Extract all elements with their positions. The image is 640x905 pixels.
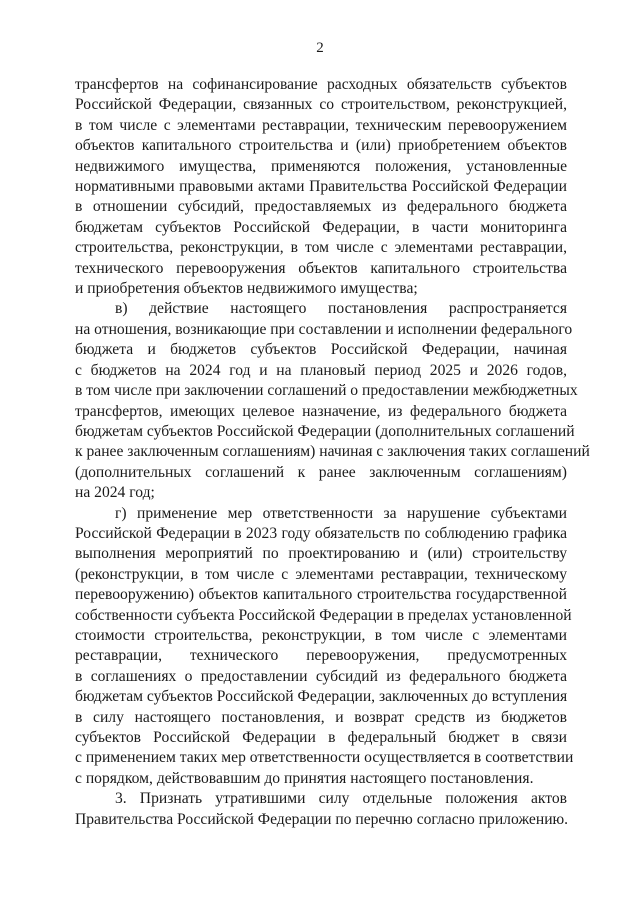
text-line: выполнения мероприятий по проектированию и (или) строительству bbox=[75, 545, 567, 563]
text-line: технического перевооружения объектов капитального строительства bbox=[75, 259, 567, 277]
text-line: трансфертов, имеющих целевое назначение, из федерального бюджета bbox=[75, 402, 567, 420]
text-line: г) применение мер ответственности за нарушение субъектами bbox=[115, 504, 567, 522]
text-line: и приобретения объектов недвижимого имущества; bbox=[75, 280, 418, 298]
text-line: в том числе с элементами реставрации, техническим перевооружением bbox=[75, 116, 567, 134]
text-line: собственности субъекта Российской Федерации в пределах установленной bbox=[75, 606, 572, 624]
text-line: Российской Федерации, связанных со строительством, реконструкцией, bbox=[75, 96, 567, 114]
text-line: на 2024 год; bbox=[75, 484, 155, 502]
paragraph bbox=[75, 789, 567, 830]
paragraph bbox=[75, 504, 574, 790]
text-line: к ранее заключенным соглашениям) начиная с заключения таких соглашений bbox=[75, 443, 590, 461]
text-line: объектов капитального строительства и (или) приобретением объектов bbox=[75, 137, 567, 155]
text-line: (реконструкции, в том числе с элементами реставрации, техническому bbox=[75, 565, 567, 583]
text-line: нормативными правовыми актами Правительства Российской Федерации bbox=[75, 178, 567, 196]
text-line: с бюджетов на 2024 год и на плановый период 2025 и 2026 годов, bbox=[75, 361, 567, 379]
text-line: бюджета и бюджетов субъектов Российской Федерации, начиная bbox=[75, 341, 567, 359]
document-body bbox=[75, 75, 590, 830]
text-line: Российской Федерации в 2023 году обязательств по соблюдению графика bbox=[75, 524, 567, 542]
text-line: в соглашениях о предоставлении субсидий из федерального бюджета bbox=[75, 667, 567, 685]
text-line: реставрации, технического перевооружения, предусмотренных bbox=[75, 647, 567, 665]
paragraph bbox=[75, 75, 567, 299]
text-line: субъектов Российской Федерации в федеральный бюджет в связи bbox=[75, 729, 567, 746]
text-line: Правительства Российской Федерации по перечню согласно приложению. bbox=[75, 810, 569, 828]
text-line: с применением таких мер ответственности осуществляется в соответствии bbox=[75, 749, 574, 767]
text-line: стоимости строительства, реконструкции, в том числе с элементами bbox=[75, 626, 567, 644]
text-line: в том числе при заключении соглашений о предоставлении межбюджетных bbox=[75, 382, 578, 400]
text-line: бюджетам субъектов Российской Федерации, заключенных до вступления bbox=[75, 688, 568, 706]
text-line: в отношении субсидий, предоставляемых из федерального бюджета bbox=[75, 198, 567, 216]
page-number: 2 bbox=[316, 40, 324, 56]
text-line: (дополнительных соглашений к ранее заключенным соглашениям) bbox=[75, 463, 567, 481]
text-line: с порядком, действовавшим до принятия настоящего постановления. bbox=[75, 769, 534, 787]
paragraph bbox=[75, 299, 590, 503]
text-line: в) действие настоящего постановления распространяется bbox=[115, 300, 567, 318]
text-line: недвижимого имущества, применяются положения, установленные bbox=[75, 157, 567, 175]
text-line: перевооружению) объектов капитального строительства государственной bbox=[75, 586, 567, 604]
text-line: на отношения, возникающие при составлении и исполнении федерального bbox=[75, 320, 573, 338]
text-line: трансфертов на софинансирование расходных обязательств субъектов bbox=[75, 76, 567, 93]
text-line: 3. Признать утратившими силу отдельные положения актов bbox=[115, 790, 567, 808]
text-line: бюджетам субъектов Российской Федерации (дополнительных соглашений bbox=[75, 422, 575, 440]
text-line: бюджетам субъектов Российской Федерации, в части мониторинга bbox=[75, 218, 567, 236]
text-line: в силу настоящего постановления, и возврат средств из бюджетов bbox=[75, 708, 567, 726]
text-line: строительства, реконструкции, в том числе с элементами реставрации, bbox=[75, 239, 567, 257]
